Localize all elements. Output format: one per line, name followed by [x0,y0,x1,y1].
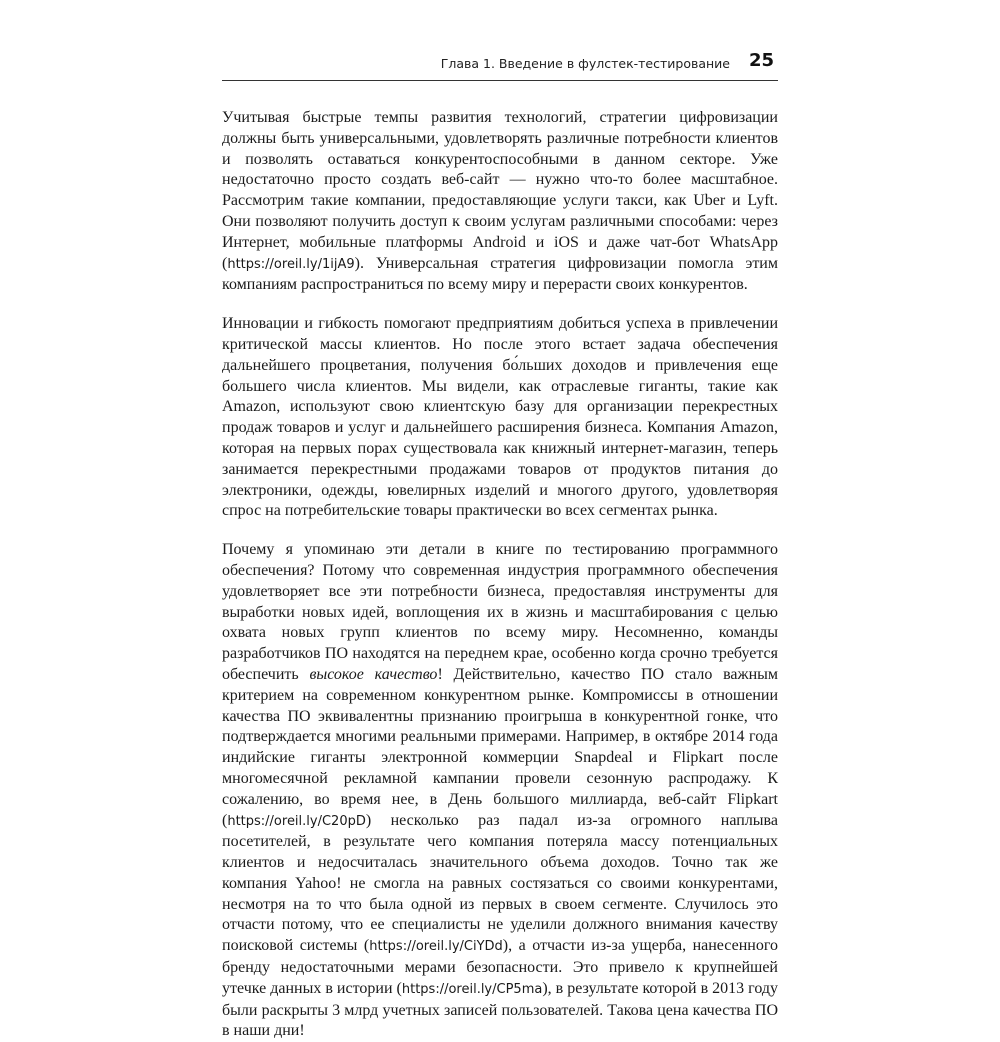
chapter-title: Глава 1. Введение в фулстек-тестирование [440,56,730,71]
paragraph-text: Почему я упоминаю эти детали в книге по тестированию программного обеспечения? Потому что современная индустрия программного обеспечения удовлетворяет все эти потребности бизнеса, предоставляя инструменты для выработки новых идей, воплощения их в жизнь и масштабирования с целью охвата новых групп клиентов по всему миру. Несомненно, команды разработчиков ПО находятся на переднем крае, особенно когда срочно требуется обеспечить [222,541,778,683]
paragraph-text: ! Действительно, качество ПО стало важным критерием на современном конкурентном рынке. Компромиссы в отношении качества ПО эквивалентны признанию проигрыша в конкурентной гонке, что подтверждается многими реальными примерами. Например, в октябре 2014 года индийские гиганты электронной коммерции Snapdeal и Flipkart после многомесячной рекламной кампании провели сезонную распродажу. К сожалению, во время нее, в День большого миллиарда, веб-сайт Flipkart ( [222,665,779,829]
page-number: 25 [748,50,774,71]
emphasis-text: высокое качество [309,665,438,683]
paragraph-2 [222,314,778,522]
paragraph-text: ), а отчасти из-за ущерба, нанесенного бренду недостаточными мерами безопасности. Это привело к крупнейшей утечке данных в истории ( [222,937,778,997]
paragraph-1 [222,108,778,296]
paragraph-text: Учитывая быстрые темпы развития технологий, стратегии цифровизации должны быть универсальными, удовлетворять различные потребности клиентов и позволять оставаться конкурентоспособными в данном секторе. Уже недостаточно просто создать веб-сайт — нужно что-то более масштабное. Рассмотрим такие компании, предоставляющие услуги такси, как Uber и Lyft. Они позволяют получить доступ к своим услугам различными способами: через Интернет, мобильные платформы Android и iOS и даже чат-бот WhatsApp ( [222,109,778,272]
url-link[interactable]: https://oreil.ly/CP5ma [401,981,543,997]
paragraph-text: Инновации и гибкость помогают предприятиям добиться успеха в привлечении критической массы клиентов. Но после этого встает задача обеспечения дальнейшего процветания, получения бо́льших доходов и привлечения еще большего числа клиентов. Мы видели, как отраслевые гиганты, такие как Amazon, используют свою клиентскую базу для организации перекрестных продаж товаров и услуг и дальнейшего расширения бизнеса. Компания Amazon, которая на первых порах существовала как книжный интернет-магазин, теперь занимается перекрестными продажами товаров от продуктов питания до электроники, одежды, ювелирных изделий и многого другого, удовлетворяя спрос на потребительские товары практически во всех сегментах рынка. [222,315,778,520]
paragraph-3 [222,540,778,1042]
paragraph-text: ). Универсальная стратегия цифровизации помогла этим компаниям распространиться по всему миру и перерасти своих конкурентов. [222,254,778,294]
running-header [222,50,778,81]
paragraph-text: ), в результате которой в 2013 году были раскрыты 3 млрд учетных записей пользователей. Такова цена качества ПО в наши дни! [222,979,779,1040]
paragraph-text: ) несколько раз падал из-за огромного наплыва посетителей, в результате чего компания потеряла массу потенциальных клиентов и недосчиталась значительного объема доходов. Точно так же компания Yahoo! не смогла на равных состязаться со своими конкурентами, несмотря на то что была одной из первых в своем сегменте. Случилось это отчасти потому, что ее специалисты не уделили должного внимания качеству поисковой системы ( [222,811,778,955]
body-text [222,108,778,1042]
url-link[interactable]: https://oreil.ly/1ijA9 [227,256,355,272]
url-link[interactable]: https://oreil.ly/C20pD [227,813,366,829]
url-link[interactable]: https://oreil.ly/CiYDd [369,939,503,955]
